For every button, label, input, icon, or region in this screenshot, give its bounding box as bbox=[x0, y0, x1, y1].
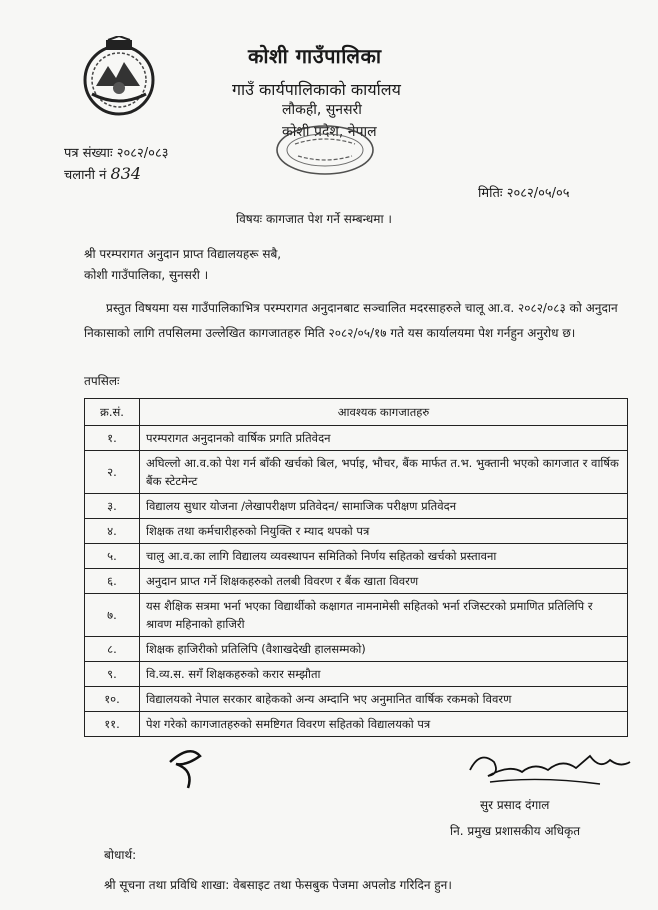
table-row bbox=[85, 544, 628, 569]
date-value: २०८२/०५/०५ bbox=[506, 186, 570, 201]
recipient-line-1: श्री परम्परागत अनुदान प्राप्त विद्यालयहरू सबै, bbox=[84, 247, 282, 261]
row-document-description: अनुदान प्राप्त गर्ने शिक्षकहरुको तलबी विवरण र बैंक खाता विवरण bbox=[140, 569, 628, 594]
letter-subject bbox=[236, 210, 392, 227]
table-row bbox=[85, 569, 628, 594]
row-document-description: वि.व्य.स. सगँ शिक्षकहरुको करार सम्झौता bbox=[140, 662, 628, 687]
signer-title: नि. प्रमुख प्रशासकीय अधिकृत bbox=[450, 824, 581, 838]
letter-body: प्रस्तुत विषयमा यस गाउँपालिकाभित्र परम्परागत अनुदानबाट सञ्चालित मदरसाहरुले चालू आ.व. २०८२/०८३ को अनुदान निकासाको लागि तपसिलमा उल्लेखित कागजातहरु मिति २०८२/०५/१७ गते यस कार्यालयमा पेश गर्नहुन अनुरोध छ। bbox=[84, 301, 618, 340]
row-document-description: शिक्षक तथा कर्मचारीहरुको नियुक्ति र म्याद थपको पत्र bbox=[140, 519, 628, 544]
recipient-line-2: कोशी गाउँपालिका, सुनसरी । bbox=[84, 268, 209, 282]
column-header-serial: क्र.सं. bbox=[85, 399, 140, 426]
row-serial-number: ९. bbox=[85, 662, 140, 687]
office-name: गाउँ कार्यपालिकाको कार्यालय bbox=[232, 80, 401, 99]
table-row bbox=[85, 451, 628, 494]
dispatch-label: चलानी नं bbox=[64, 168, 107, 183]
dispatch-number bbox=[64, 164, 141, 183]
nepal-emblem-logo bbox=[78, 36, 160, 118]
row-serial-number: १. bbox=[85, 426, 140, 451]
table-row bbox=[85, 519, 628, 544]
signer-name: सुर प्रसाद दंगाल bbox=[480, 798, 550, 812]
row-serial-number: २. bbox=[85, 451, 140, 494]
office-province: कोशी प्रदेश, नेपाल bbox=[282, 124, 377, 140]
table-row bbox=[85, 712, 628, 737]
letter-date bbox=[478, 183, 570, 201]
table-header-row bbox=[85, 399, 628, 426]
table-row bbox=[85, 637, 628, 662]
row-document-description: पेश गरेको कागजातहरुको समष्टिगत विवरण सहितको विद्यालयको पत्र bbox=[140, 712, 628, 737]
date-label: मितिः bbox=[478, 186, 503, 201]
organization-name: कोशी गाउँपालिका bbox=[248, 44, 382, 68]
required-documents-table bbox=[84, 398, 628, 737]
reference-number bbox=[64, 143, 168, 161]
row-document-description: यस शैक्षिक सत्रमा भर्ना भएका विद्यार्थीको कक्षागत नामनामेसी सहितको भर्ना रजिस्टरको प्रमाणित प्रतिलिपि र श्रावण महिनाको हाजिरी bbox=[140, 594, 628, 637]
row-serial-number: ६. bbox=[85, 569, 140, 594]
table-row bbox=[85, 494, 628, 519]
row-document-description: अघिल्लो आ.व.को पेश गर्न बाँकी खर्चको बिल, भर्पाइ, भौचर, बैंक मार्फत त.भ. भुक्तानी भएको कागजात र वार्षिक बैंक स्टेटमेन्ट bbox=[140, 451, 628, 494]
row-serial-number: ४. bbox=[85, 519, 140, 544]
cc-label: बोधार्थ: bbox=[104, 848, 137, 862]
handwritten-signature-right bbox=[450, 740, 640, 795]
row-serial-number: ३. bbox=[85, 494, 140, 519]
column-header-documents: आवश्यक कागजातहरु bbox=[140, 399, 628, 426]
subject-label: विषयः bbox=[236, 212, 263, 226]
row-document-description: विद्यालयको नेपाल सरकार बाहेकको अन्य अम्दानि भए अनुमानित वार्षिक रकमको विवरण bbox=[140, 687, 628, 712]
row-serial-number: ५. bbox=[85, 544, 140, 569]
row-document-description: चालु आ.व.का लागि विद्यालय व्यवस्थापन समितिको निर्णय सहितको खर्चको प्रस्तावना bbox=[140, 544, 628, 569]
dispatch-value: 834 bbox=[110, 164, 142, 183]
row-serial-number: ७. bbox=[85, 594, 140, 637]
table-row bbox=[85, 594, 628, 637]
reference-label: पत्र संख्याः bbox=[64, 146, 113, 161]
row-serial-number: ११. bbox=[85, 712, 140, 737]
office-address: लौकही, सुनसरी bbox=[282, 102, 362, 118]
row-serial-number: ८. bbox=[85, 637, 140, 662]
handwritten-signature-left bbox=[160, 740, 220, 792]
table-row bbox=[85, 687, 628, 712]
reference-value: २०८२/०८३ bbox=[116, 146, 169, 161]
table-row bbox=[85, 662, 628, 687]
row-document-description: विद्यालय सुधार योजना /लेखापरीक्षण प्रतिवेदन/ सामाजिक परीक्षण प्रतिवेदन bbox=[140, 494, 628, 519]
office-round-stamp bbox=[270, 120, 380, 180]
row-document-description: शिक्षक हाजिरीको प्रतिलिपि (वैशाखदेखी हालसम्मको) bbox=[140, 637, 628, 662]
details-label: तपसिलः bbox=[84, 374, 120, 388]
cc-text: श्री सूचना तथा प्रविधि शाखा: वेबसाइट तथा फेसबुक पेजमा अपलोड गरिदिन हुन। bbox=[104, 878, 452, 892]
table-body bbox=[85, 426, 628, 737]
subject-text: कागजात पेश गर्ने सम्बन्धमा । bbox=[265, 212, 392, 226]
table-row bbox=[85, 426, 628, 451]
row-serial-number: १०. bbox=[85, 687, 140, 712]
row-document-description: परम्परागत अनुदानको वार्षिक प्रगति प्रतिवेदन bbox=[140, 426, 628, 451]
